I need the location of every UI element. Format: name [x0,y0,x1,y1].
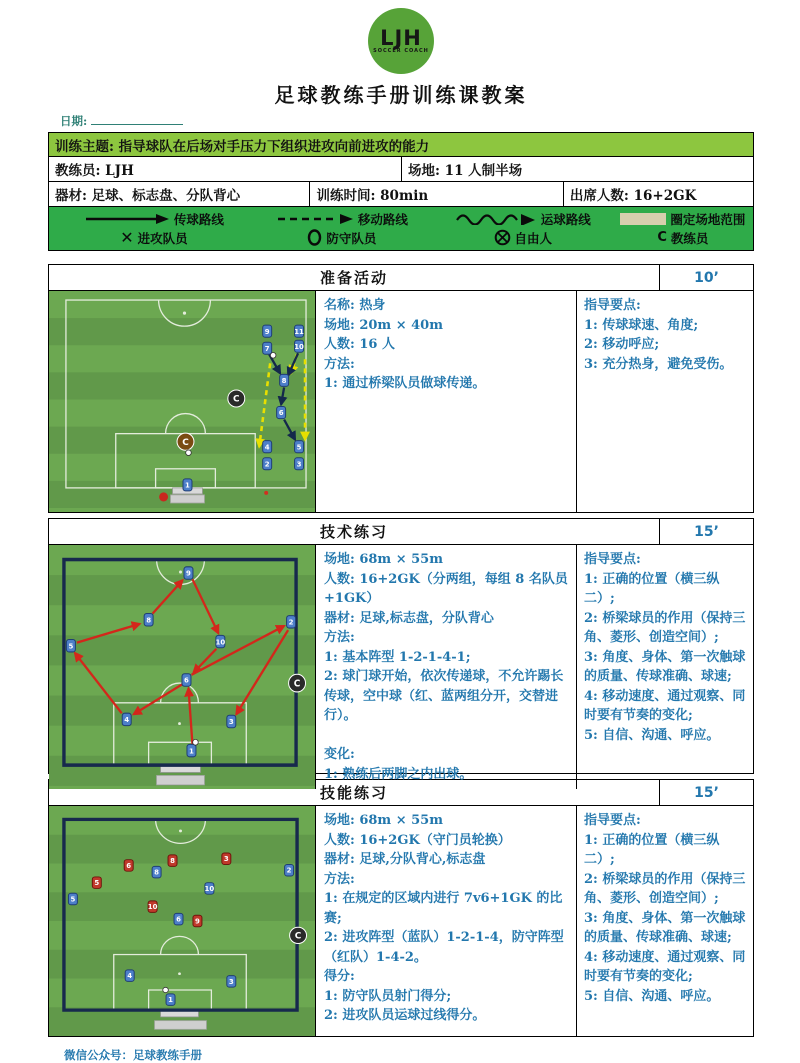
coach-marker [289,674,306,692]
svg-text:10: 10 [294,342,304,351]
svg-text:5: 5 [70,895,76,904]
player-token [144,614,153,626]
date-field [60,113,754,129]
training-time: 训练时间: 80min [309,182,562,206]
field-diagram-technical [49,545,315,789]
legend-bar [48,207,754,251]
ball-icon [163,987,169,992]
area-box-icon [620,213,666,225]
player-token [187,744,196,756]
field-cell [49,806,316,1036]
circle-mark-icon [307,229,322,246]
player-token [66,639,75,651]
player-token [263,458,272,470]
coach-name: 教练员: LJH [55,163,134,179]
player-token [280,374,289,386]
player-token [148,901,158,913]
legend-attacker: ✕ 进攻队员 [120,227,188,247]
coach-marker [228,390,245,407]
svg-text:3: 3 [296,460,302,469]
legend-area: 圈定场地范围 [617,210,749,227]
date-blank-line [91,113,183,125]
logo-text: LJH [380,26,422,50]
legend-free-player: 自由人 [429,229,617,246]
svg-text:6: 6 [176,915,181,924]
drill-details: 场地: 68m × 55m 人数: 16+2GK（守门员轮换） 器材: 足球,分队背心,标志盘 方法: 1: 在规定的区域内进行 7v6+1GK 的比赛; 2: 进攻阵型（蓝队）1-2-1-4，防守阵型（红队）1-4-2。 得分: 1: 防守队员射门得分; 2: 进攻队员运球过线得分。 [324,813,564,1023]
ljh-logo [368,8,434,74]
player-token [216,635,226,647]
field-diagram-skills [49,806,315,1036]
section-skills [48,779,754,1037]
svg-text:4: 4 [127,972,133,981]
marker-dot [159,492,168,501]
player-token [277,407,286,419]
svg-text:2: 2 [264,460,270,469]
section-duration: 15’ [659,519,753,544]
field-diagram-warmup [49,291,315,512]
player-token [183,479,192,491]
player-token [152,866,161,878]
player-token [125,970,134,982]
player-token [227,715,236,727]
section-warmup [48,264,754,513]
ball-icon [270,352,276,358]
svg-text:4: 4 [124,714,130,725]
player-token [294,340,304,352]
svg-text:C: C [294,931,302,942]
player-token [263,342,272,354]
player-token [227,976,236,988]
date-label: 日期: [60,114,88,128]
ball-icon [193,739,199,745]
player-token [124,860,133,872]
equipment: 器材: 足球、标志盘、分队背心 [55,188,241,204]
svg-text:1: 1 [168,996,173,1005]
circle-x-mark-icon [494,229,511,246]
svg-text:8: 8 [170,857,175,866]
svg-text:3: 3 [228,977,234,986]
dribble-arrow-icon [455,213,537,225]
player-token [166,994,175,1006]
svg-text:C: C [233,394,240,405]
svg-text:10: 10 [215,637,226,647]
drill-details: 名称: 热身 场地: 20m × 40m 人数: 16 人 方法: 1: 通过桥梁队员做球传递。 [324,298,486,391]
coaching-points: 指导要点: 1: 正确的位置（横三纵二）; 2: 桥梁球员的作用（保持三角、菱形、创造空间）; 3: 角度、身体、第一次触球的质量、传球准确、球速; 4: 移动速度、通过观察、同时要有节奏的变化; 5: 自信、沟通、呼应。 [576,545,753,789]
svg-text:9: 9 [195,917,200,926]
section-title: 准备活动 [319,269,388,287]
player-token [287,616,296,628]
c-mark-icon: C [657,230,667,245]
svg-text:C: C [293,679,301,690]
move-arrow-icon [276,214,354,224]
player-token [263,325,272,337]
svg-text:10: 10 [147,903,158,912]
pass-arrow-icon [84,214,170,224]
player-token [294,325,304,337]
player-token [295,458,304,470]
field-cell [49,291,316,512]
venue: 场地: 11 人制半场 [401,157,753,181]
svg-text:2: 2 [286,866,292,875]
svg-text:6: 6 [278,409,284,418]
svg-text:5: 5 [68,641,74,651]
svg-text:6: 6 [184,675,189,685]
field-cell [49,545,316,789]
coaching-points: 指导要点: 1: 传球球速、角度; 2: 移动呼应; 3: 充分热身，避免受伤。 [576,291,753,512]
player-token [168,855,177,867]
svg-text:10: 10 [204,885,215,893]
ball-icon [186,450,192,456]
player-token [174,913,183,925]
section-title: 技能练习 [319,784,388,802]
svg-text:11: 11 [294,327,304,336]
coaching-points: 指导要点: 1: 正确的位置（横三纵二）; 2: 桥梁球员的作用（保持三角、菱形、创造空间）; 3: 角度、身体、第一次触球的质量、传球准确、球速; 4: 移动速度、通过观察、同时要有节奏的变化; 5: 自信、沟通、呼应。 [576,806,753,1036]
player-token [222,853,231,865]
legend-dribble-route: 运球路线 [429,210,617,227]
player-token [68,893,77,905]
svg-text:4: 4 [264,443,270,452]
x-mark-icon: ✕ [120,227,134,247]
legend-coach: C 教练员 [657,230,709,246]
player-token [295,441,304,453]
player-token [263,441,272,453]
svg-text:C: C [182,437,189,448]
svg-text:2: 2 [288,617,294,627]
player-token [182,674,191,686]
svg-text:6: 6 [126,862,132,870]
legend-move-route: 移动路线 [255,210,429,227]
page-title: 足球教练手册训练课教案 [274,83,528,107]
player-token [184,567,193,579]
coach-marker [177,433,194,450]
legend-defender: 防守队员 [255,229,429,246]
training-topic: 训练主题: 指导球队在后场对手压力下组织进攻向前进攻的能力 [49,133,753,157]
coach-marker [290,927,307,943]
legend-pass-route: 传球路线 [53,210,255,227]
player-token [122,713,131,725]
svg-text:3: 3 [223,855,229,864]
svg-text:9: 9 [264,327,270,336]
svg-text:8: 8 [281,376,287,386]
svg-text:8: 8 [154,868,160,877]
player-token [92,877,101,889]
svg-text:1: 1 [189,746,194,756]
svg-text:3: 3 [228,717,234,727]
section-technical [48,518,754,782]
section-duration: 15’ [659,780,753,805]
player-token [285,864,294,876]
section-duration: 10’ [659,265,753,290]
svg-text:9: 9 [186,568,191,578]
svg-text:5: 5 [94,879,100,888]
attendance: 出席人数: 16+2GK [563,182,753,206]
marker-dot [264,491,268,495]
player-token [193,915,202,927]
info-table [48,132,754,207]
wechat-footer: 微信公众号：足球教练手册 [64,1048,202,1062]
player-token [205,883,215,895]
section-title: 技术练习 [319,523,388,541]
svg-text:5: 5 [296,443,302,452]
svg-text:7: 7 [264,344,270,353]
svg-text:8: 8 [146,615,152,625]
drill-details: 场地: 68m × 55m 人数: 16+2GK（分两组，每组 8 名队员+1GK） 器材: 足球,标志盘，分队背心 方法: 1: 基本阵型 1-2-1-4-1; 2: 球门球开始，依次传递球，不允许踢长传球，空中球（红、蓝两组分开，交替进行）。 变化: 1: 熟练后两脚之内出球。 [324,552,568,782]
svg-text:1: 1 [185,481,190,490]
logo-subtext: SOCCER COACH [373,48,429,54]
